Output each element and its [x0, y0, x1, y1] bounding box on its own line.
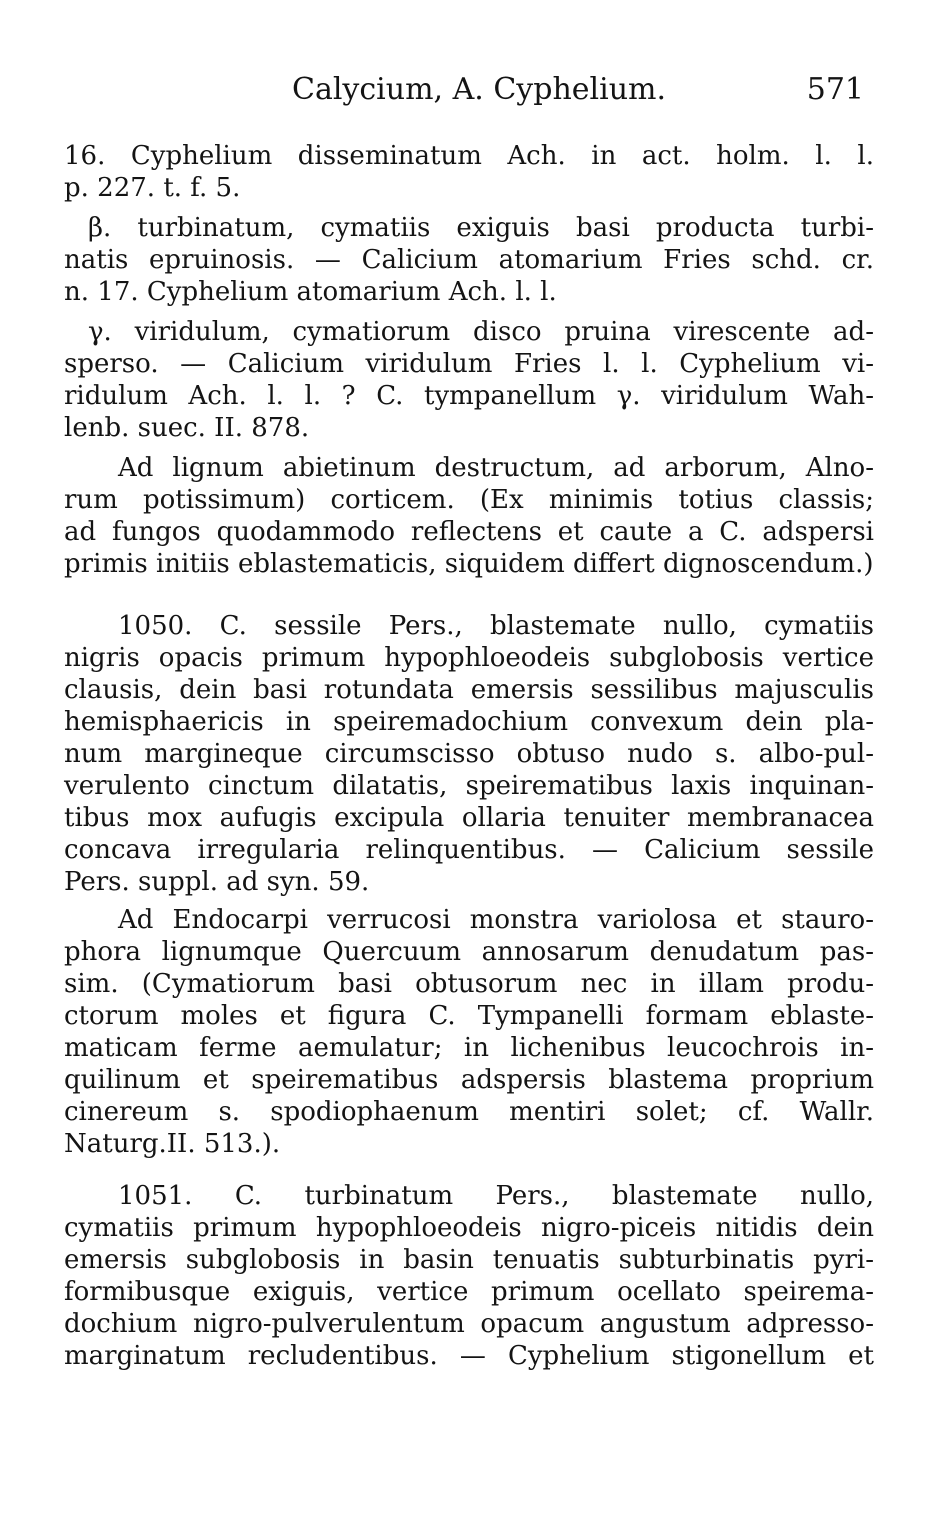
- text-line: sperso. — Calicium viridulum Fries l. l. Cyphelium vi-: [64, 349, 874, 379]
- text-line: maticam ferme aemulatur; in lichenibus leucochrois in-: [64, 1033, 874, 1063]
- text-line: clausis, dein basi rotundata emersis sessilibus majusculis: [64, 675, 874, 705]
- text-line: Ad lignum abietinum destructum, ad arborum, Alno-: [118, 453, 874, 483]
- text-line: emersis subglobosis in basin tenuatis subturbinatis pyri-: [64, 1245, 874, 1275]
- paragraph-p1: [64, 140, 874, 204]
- text-line: cymatiis primum hypophloeodeis nigro-piceis nitidis dein: [64, 1213, 874, 1243]
- text-line: ad fungos quodammodo reflectens et caute a C. adspersi: [64, 517, 874, 547]
- text-line: phora lignumque Quercuum annosarum denudatum pas-: [64, 937, 874, 967]
- text-line: hemisphaericis in speiremadochium convexum dein pla-: [64, 707, 874, 737]
- text-line: verulento cinctum dilatatis, speirematibus laxis inquinan-: [64, 771, 874, 801]
- paragraph-p3: [64, 316, 874, 444]
- text-line: 1051. C. turbinatum Pers., blastemate nullo,: [118, 1181, 874, 1211]
- paragraph-p6: [64, 904, 874, 1160]
- text-line: nigris opacis primum hypophloeodeis subglobosis vertice: [64, 643, 874, 673]
- paragraph-p5: [64, 610, 874, 898]
- text-line: cinereum s. spodiophaenum mentiri solet; cf. Wallr.: [64, 1097, 874, 1127]
- text-line: β. turbinatum, cymatiis exiguis basi producta turbi-: [88, 213, 874, 243]
- text-line: 1050. C. sessile Pers., blastemate nullo, cymatiis: [118, 611, 874, 641]
- text-line: formibusque exiguis, vertice primum ocellato speirema-: [64, 1277, 874, 1307]
- text-line: rum potissimum) corticem. (Ex minimis totius classis;: [64, 485, 874, 515]
- text-line: Pers. suppl. ad syn. 59.: [64, 867, 370, 897]
- running-title: Calycium, A. Cyphelium.: [292, 72, 667, 107]
- text-line: marginatum recludentibus. — Cyphelium stigonellum et: [64, 1341, 874, 1371]
- text-line: sim. (Cymatiorum basi obtusorum nec in illam produ-: [64, 969, 874, 999]
- paragraph-p2: [64, 212, 874, 308]
- text-line: p. 227. t. f. 5.: [64, 173, 241, 203]
- text-line: quilinum et speirematibus adspersis blastema proprium: [64, 1065, 874, 1095]
- text-line: dochium nigro-pulverulentum opacum angustum adpresso-: [64, 1309, 874, 1339]
- text-line: tibus mox aufugis excipula ollaria tenuiter membranacea: [64, 803, 874, 833]
- text-line: concava irregularia relinquentibus. — Calicium sessile: [64, 835, 874, 865]
- text-line: lenb. suec. II. 878.: [64, 413, 310, 443]
- page-number: 571: [806, 72, 864, 107]
- running-header: [60, 68, 870, 112]
- text-line: 16. Cyphelium disseminatum Ach. in act. holm. l. l.: [64, 141, 874, 171]
- text-line: num margineque circumscisso obtuso nudo s. albo-pul-: [64, 739, 874, 769]
- paragraph-p4: [64, 452, 874, 580]
- text-line: Naturg.II. 513.).: [64, 1129, 281, 1159]
- paragraph-p7: [64, 1180, 874, 1372]
- text-line: n. 17. Cyphelium atomarium Ach. l. l.: [64, 277, 557, 307]
- text-line: natis epruinosis. — Calicium atomarium Fries schd. cr.: [64, 245, 874, 275]
- text-line: ridulum Ach. l. l. ? C. tympanellum γ. viridulum Wah-: [64, 381, 874, 411]
- text-line: primis initiis eblastematicis, siquidem differt dignoscendum.): [64, 549, 874, 579]
- text-line: Ad Endocarpi verrucosi monstra variolosa et stauro-: [118, 905, 874, 935]
- text-line: γ. viridulum, cymatiorum disco pruina virescente ad-: [88, 317, 874, 347]
- text-line: ctorum moles et figura C. Tympanelli formam eblaste-: [64, 1001, 874, 1031]
